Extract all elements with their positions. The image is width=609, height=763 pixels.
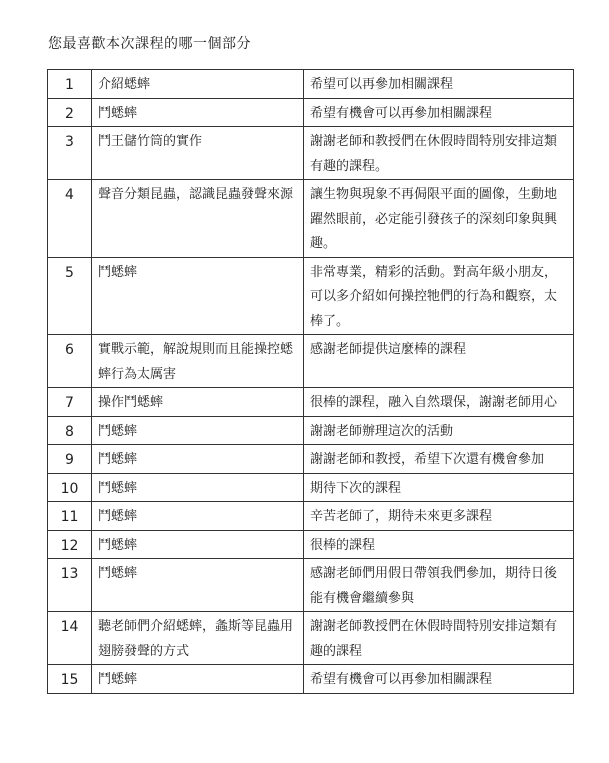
row-number: 6 [48, 335, 92, 388]
row-number: 7 [48, 388, 92, 417]
favorite-part-cell: 操作鬥蟋蟀 [92, 388, 304, 417]
row-number: 12 [48, 530, 92, 559]
row-number: 5 [48, 257, 92, 335]
favorite-part-cell: 鬥蟋蟀 [92, 530, 304, 559]
table-row [48, 473, 574, 502]
table-row [48, 388, 574, 417]
table-row [48, 530, 574, 559]
comment-cell: 感謝老師提供這麼棒的課程 [304, 335, 574, 388]
responses-table-body [48, 70, 574, 694]
favorite-part-cell: 介紹蟋蟀 [92, 70, 304, 99]
comment-cell: 期待下次的課程 [304, 473, 574, 502]
comment-cell: 希望可以再參加相關課程 [304, 70, 574, 99]
row-number: 1 [48, 70, 92, 99]
table-row [48, 416, 574, 445]
table-row [48, 70, 574, 99]
table-row [48, 502, 574, 531]
table-row [48, 335, 574, 388]
row-number: 15 [48, 665, 92, 694]
favorite-part-cell: 鬥蟋蟀 [92, 445, 304, 474]
favorite-part-cell: 鬥王儲竹筒的實作 [92, 127, 304, 180]
favorite-part-cell: 鬥蟋蟀 [92, 98, 304, 127]
comment-cell: 感謝老師們用假日帶領我們參加，期待日後能有機會繼續參與 [304, 559, 574, 612]
row-number: 8 [48, 416, 92, 445]
table-row [48, 127, 574, 180]
responses-table [47, 69, 574, 694]
favorite-part-cell: 鬥蟋蟀 [92, 559, 304, 612]
favorite-part-cell: 實戰示範，解說規則而且能操控蟋蟀行為太厲害 [92, 335, 304, 388]
comment-cell: 非常專業，精彩的活動。對高年級小朋友，可以多介紹如何操控牠們的行為和觀察，太棒了。 [304, 257, 574, 335]
table-row [48, 665, 574, 694]
table-row [48, 98, 574, 127]
comment-cell: 謝謝老師和教授，希望下次還有機會參加 [304, 445, 574, 474]
table-row [48, 257, 574, 335]
row-number: 4 [48, 180, 92, 258]
comment-cell: 謝謝老師教授們在休假時間特別安排這類有趣的課程 [304, 612, 574, 665]
table-row [48, 559, 574, 612]
comment-cell: 謝謝老師辦理這次的活動 [304, 416, 574, 445]
favorite-part-cell: 鬥蟋蟀 [92, 665, 304, 694]
survey-question-title: 您最喜歡本次課程的哪一個部分 [48, 36, 251, 52]
favorite-part-cell: 鬥蟋蟀 [92, 416, 304, 445]
comment-cell: 希望有機會可以再參加相關課程 [304, 665, 574, 694]
comment-cell: 希望有機會可以再參加相關課程 [304, 98, 574, 127]
comment-cell: 讓生物與現象不再侷限平面的圖像，生動地躍然眼前，必定能引發孩子的深刻印象與興趣。 [304, 180, 574, 258]
table-row [48, 612, 574, 665]
row-number: 3 [48, 127, 92, 180]
comment-cell: 辛苦老師了，期待未來更多課程 [304, 502, 574, 531]
row-number: 2 [48, 98, 92, 127]
favorite-part-cell: 聲音分類昆蟲，認識昆蟲發聲來源 [92, 180, 304, 258]
row-number: 13 [48, 559, 92, 612]
table-row [48, 180, 574, 258]
favorite-part-cell: 鬥蟋蟀 [92, 473, 304, 502]
comment-cell: 謝謝老師和教授們在休假時間特別安排這類有趣的課程。 [304, 127, 574, 180]
row-number: 14 [48, 612, 92, 665]
comment-cell: 很棒的課程 [304, 530, 574, 559]
table-row [48, 445, 574, 474]
row-number: 9 [48, 445, 92, 474]
favorite-part-cell: 聽老師們介紹蟋蟀，螽斯等昆蟲用翅膀發聲的方式 [92, 612, 304, 665]
row-number: 10 [48, 473, 92, 502]
favorite-part-cell: 鬥蟋蟀 [92, 257, 304, 335]
row-number: 11 [48, 502, 92, 531]
comment-cell: 很棒的課程，融入自然環保，謝謝老師用心 [304, 388, 574, 417]
favorite-part-cell: 鬥蟋蟀 [92, 502, 304, 531]
